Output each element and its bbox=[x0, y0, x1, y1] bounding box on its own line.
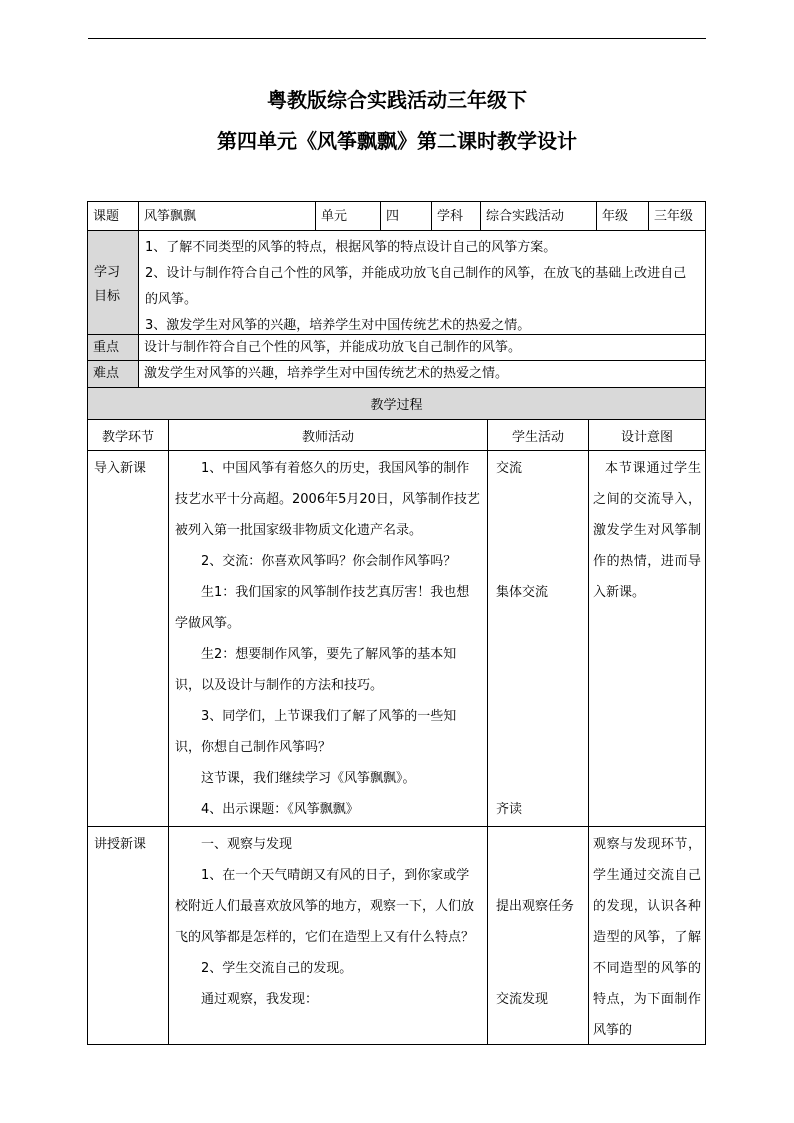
subject-label: 学科 bbox=[431, 201, 481, 231]
unit-value: 四 bbox=[380, 201, 432, 231]
teacher-paragraph: 4、出示课题：《风筝飘飘》 bbox=[201, 802, 359, 817]
teacher-paragraph: 这节课，我们继续学习《风筝飘飘》。 bbox=[201, 771, 416, 786]
difficulty-text: 激发学生对风筝的兴趣，培养学生对中国传统艺术的热爱之情。 bbox=[138, 360, 706, 388]
teacher-paragraph: 3、同学们，上节课我们了解了风筝的一些知识，你想自己制作风筝吗？ bbox=[175, 709, 457, 755]
teacher-paragraph: 2、学生交流自己的发现。 bbox=[201, 961, 353, 976]
col-stage-header: 教学环节 bbox=[87, 419, 169, 451]
teacher-paragraph: 生2：想要制作风筝，要先了解风筝的基本知识，以及设计与制作的方法和技巧。 bbox=[175, 647, 457, 693]
teacher-paragraph: 一、观察与发现 bbox=[201, 837, 293, 852]
goals-text bbox=[138, 230, 706, 335]
teacher-paragraph: 1、在一个天气晴朗又有风的日子，到你家或学校附近人们最喜欢放风筝的地方，观察一下，人们放飞的风筝都是怎样的，它们在造型上又有什么特点？ bbox=[175, 868, 475, 945]
teacher-paragraph: 1、中国风筝有着悠久的历史，我国风筝的制作技艺水平十分高超。2006年5月20日，风筝制作技艺被列入第一批国家级非物质文化遗产名录。 bbox=[175, 461, 480, 538]
col-teacher-header: 教师活动 bbox=[168, 419, 488, 451]
teacher-activity-new-lesson bbox=[168, 826, 488, 1045]
design-intent-intro: 本节课通过学生之间的交流导入，激发学生对风筝制作的热情，进而导入新课。 bbox=[588, 450, 706, 827]
stage-intro: 导入新课 bbox=[87, 450, 169, 827]
teacher-paragraph: 生1：我们国家的风筝制作技艺真厉害！我也想学做风筝。 bbox=[175, 585, 470, 631]
design-intent-new-lesson: 观察与发现环节，学生通过交流自己的发现，认识各种造型的风筝，了解不同造型的风筝的特点，为下面制作风筝的 bbox=[588, 826, 706, 1045]
col-design-header: 设计意图 bbox=[588, 419, 706, 451]
doc-subtitle: 第四单元《风筝飘飘》第二课时教学设计 bbox=[217, 129, 577, 153]
grade-value: 三年级 bbox=[648, 201, 706, 231]
doc-title: 粤教版综合实践活动三年级下 bbox=[267, 88, 527, 112]
header-rule bbox=[88, 38, 706, 39]
topic-label: 课题 bbox=[87, 201, 139, 231]
student-activity-intro bbox=[487, 450, 589, 827]
topic-value: 风筝飘飘 bbox=[138, 201, 316, 231]
goal-item: 2、设计与制作符合自己个性的风筝，并能成功放飞自己制作的风筝，在放飞的基础上改进自己的风筝。 bbox=[145, 266, 687, 307]
student-activity-item: 交流发现 bbox=[496, 992, 549, 1007]
teacher-activity-intro bbox=[168, 450, 488, 827]
key-text: 设计与制作符合自己个性的风筝，并能成功放飞自己制作的风筝。 bbox=[138, 334, 706, 361]
goals-label bbox=[87, 230, 139, 335]
key-label: 重点 bbox=[87, 334, 139, 361]
goals-label-line2: 目标 bbox=[94, 289, 121, 304]
unit-label: 单元 bbox=[315, 201, 381, 231]
goals-label-line1: 学习 bbox=[94, 265, 121, 280]
goal-item: 3、激发学生对风筝的兴趣，培养学生对中国传统艺术的热爱之情。 bbox=[145, 318, 531, 333]
goal-item: 1、了解不同类型的风筝的特点，根据风筝的特点设计自己的风筝方案。 bbox=[145, 240, 557, 255]
teacher-paragraph: 通过观察，我发现： bbox=[201, 992, 319, 1007]
grade-label: 年级 bbox=[596, 201, 649, 231]
process-title: 教学过程 bbox=[87, 387, 706, 420]
student-activity-item: 集体交流 bbox=[496, 585, 549, 600]
col-student-header: 学生活动 bbox=[487, 419, 589, 451]
student-activity-new-lesson bbox=[487, 826, 589, 1045]
difficulty-label: 难点 bbox=[87, 360, 139, 388]
student-activity-item: 齐读 bbox=[496, 802, 523, 817]
student-activity-item: 提出观察任务 bbox=[496, 899, 575, 914]
teacher-paragraph: 2、交流：你喜欢风筝吗？你会制作风筝吗？ bbox=[201, 554, 457, 569]
stage-new-lesson: 讲授新课 bbox=[87, 826, 169, 1045]
student-activity-item: 交流 bbox=[496, 461, 523, 476]
subject-value: 综合实践活动 bbox=[480, 201, 597, 231]
